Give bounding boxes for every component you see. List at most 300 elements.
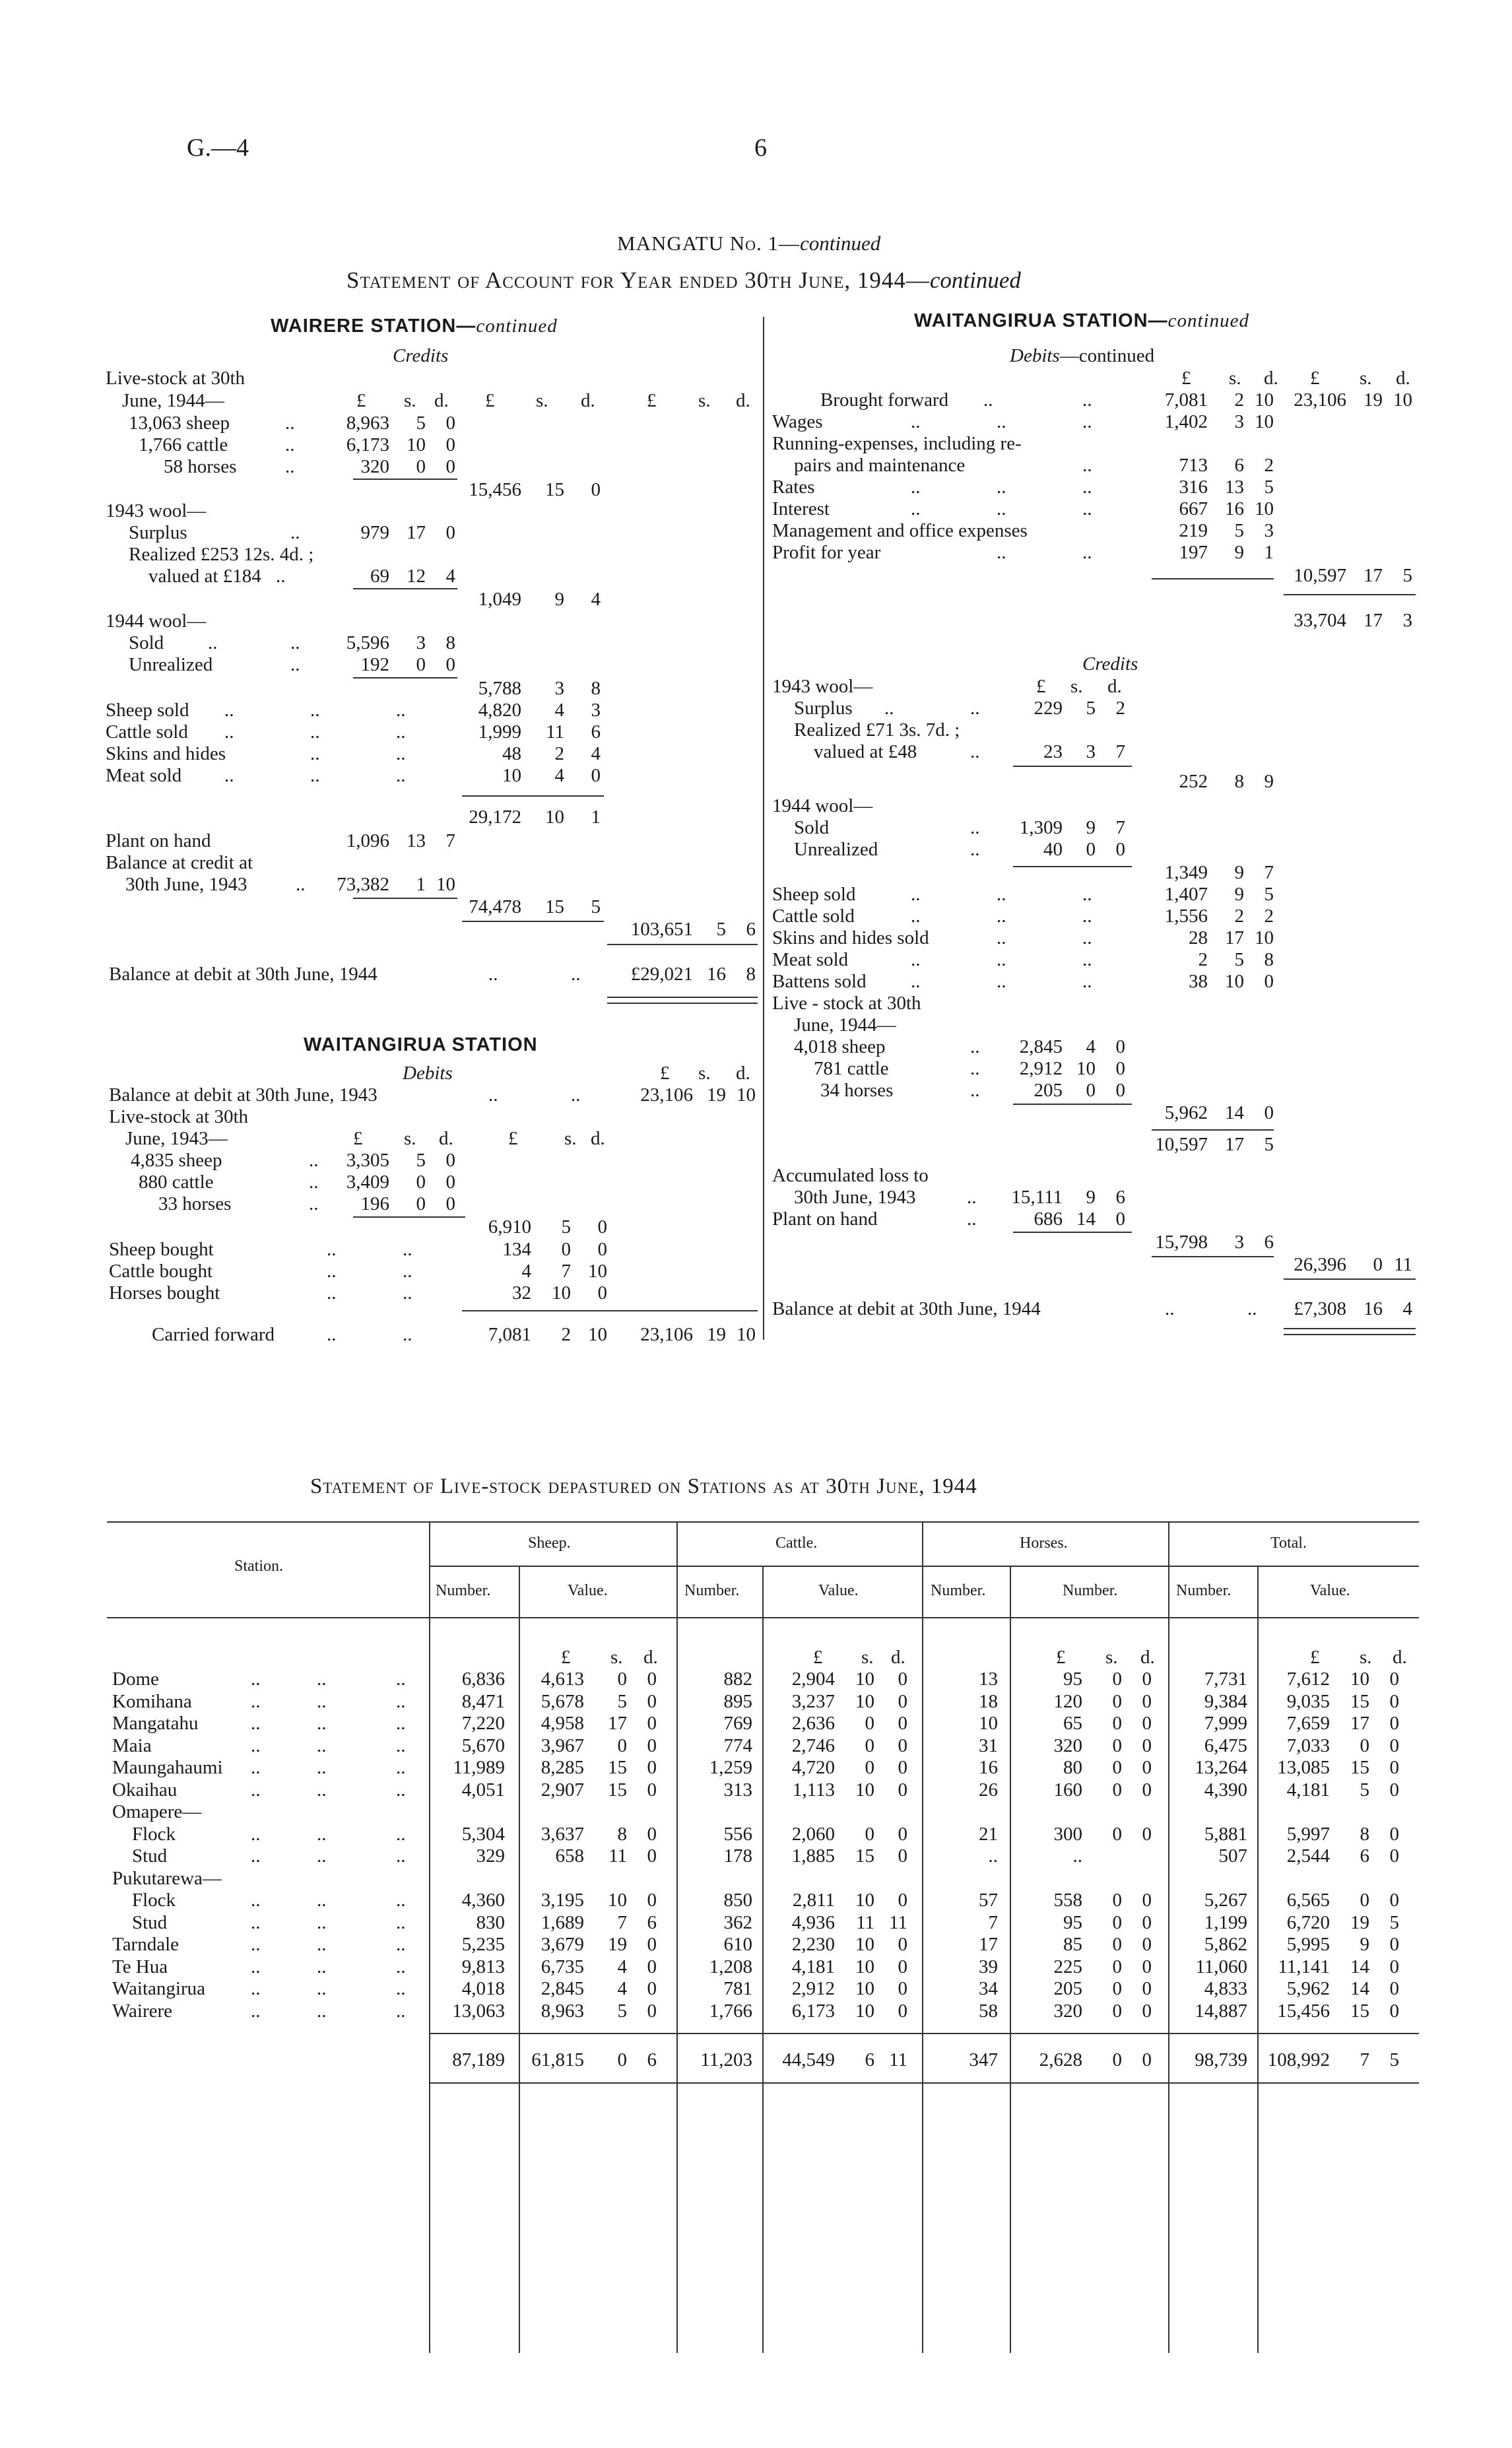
cur-d3: d. [736, 390, 750, 411]
cell-hs: 0 [1112, 1978, 1122, 1999]
th-sheep-value: Value. [568, 1582, 608, 1599]
cell-cs: 0 [865, 1713, 874, 1734]
cell-td: 0 [1389, 1890, 1399, 1911]
cell-cl: 4,181 [791, 1956, 835, 1977]
cell-sd: 0 [647, 1713, 657, 1734]
station-name: Te Hua [112, 1956, 168, 1977]
cell-hn: 10 [979, 1713, 998, 1734]
cell-td: 0 [1389, 1956, 1399, 1977]
station-name: Komihana [112, 1690, 192, 1712]
cell-sd: 0 [647, 1779, 657, 1801]
wd-carried-forward: Carried forward .. .. 7,081 2 10 23,106 19 10 [152, 1324, 756, 1345]
cur-l3: £ [647, 390, 657, 411]
cell-tn: 4,390 [1204, 1779, 1247, 1801]
cell-td: 0 [1389, 1779, 1399, 1801]
livestock-totals: 87,189 61,815 0 6 11,203 44,549 6 11 347 2,628 0 0 98,739 108,992 7 5 [452, 2049, 1399, 2070]
cell-ts: 10 [1350, 1669, 1369, 1690]
w-surplus: Surplus .. 979 17 0 [129, 522, 455, 543]
cell-ss: 0 [617, 1735, 627, 1756]
cell-cs: 10 [855, 1779, 874, 1801]
cell-cn: 1,208 [709, 1956, 752, 1977]
cell-sl: 3,637 [541, 1823, 584, 1845]
cell-cs: 10 [855, 1934, 874, 1955]
cur-s2: s. [536, 390, 548, 411]
wd-ls-a: Live-stock at 30th [109, 1106, 249, 1127]
page-ref: G.—4 [187, 134, 249, 162]
wc-running-a: Running-expenses, including re- [772, 433, 1022, 454]
station-name: Pukutarewa— [112, 1867, 222, 1889]
cell-hn: 26 [979, 1779, 998, 1801]
cell-cl: 4,936 [791, 1911, 835, 1933]
cell-td: 0 [1389, 1845, 1399, 1867]
cell-td: 0 [1389, 1690, 1399, 1712]
livestock-row: Waitangirua .. .. .. 4,018 2,845 4 0 781 2,912 10 0 34 205 0 0 4,833 5,962 14 0 [112, 1978, 1399, 1999]
cell-cl: 1,113 [792, 1779, 835, 1801]
cell-tl: 6,565 [1286, 1890, 1330, 1911]
wc-interest: Interest .. .. .. 667 16 10 [772, 498, 1274, 519]
cell-td: 0 [1389, 1735, 1399, 1756]
livestock-row: Maia .. .. .. 5,670 3,967 0 0 774 2,746 0 0 31 320 0 0 6,475 7,033 0 0 [112, 1735, 1399, 1756]
cell-td: 0 [1389, 1669, 1399, 1690]
wc-ls-a: Live - stock at 30th [772, 993, 921, 1014]
cur-s1: s. [404, 390, 416, 411]
ls-label-a: Live-stock at 30th [106, 368, 246, 389]
w-ls-total: 15,456 15 0 [469, 479, 601, 500]
cell-cs: 10 [855, 1890, 874, 1911]
w-realized: Realized £253 12s. 4d. ; [129, 544, 314, 565]
cell-hl: 95 [1063, 1911, 1082, 1933]
w-horses: 58 horses .. 320 0 0 [164, 456, 455, 477]
cell-cd: 0 [898, 1823, 907, 1845]
w-cattle-sold: Cattle sold .. .. .. 1,999 11 6 [106, 721, 601, 743]
cell-tl: 7,033 [1286, 1735, 1330, 1756]
cell-ss: 0 [617, 1669, 627, 1690]
cell-sl: 8,963 [541, 2000, 584, 2022]
wairere-credits-label: Credits [393, 345, 449, 366]
w-bal-a: Balance at credit at [106, 852, 253, 873]
cell-tn: 5,267 [1204, 1890, 1247, 1911]
wc-horses: 34 horses .. 205 0 0 [820, 1080, 1125, 1101]
w-sheep: 13,063 sheep .. 8,963 5 0 [129, 413, 455, 434]
livestock-row: Komihana .. .. .. 8,471 5,678 5 0 895 3,237 10 0 18 120 0 0 9,384 9,035 15 0 [112, 1690, 1399, 1712]
cell-hs: 0 [1112, 1690, 1122, 1712]
station-name: Maia [112, 1735, 152, 1756]
cell-tl: 7,612 [1286, 1669, 1330, 1690]
cell-sn: 5,670 [461, 1735, 505, 1756]
cell-hs: 0 [1112, 1757, 1122, 1778]
cell-hn: 34 [979, 1978, 998, 1999]
cell-sn: 4,360 [461, 1890, 505, 1911]
cell-cd: 0 [898, 1956, 907, 1977]
wc-ls-b: June, 1944— [794, 1014, 896, 1036]
cell-ss: 19 [608, 1934, 627, 1955]
cell-hl: 85 [1063, 1934, 1082, 1955]
cell-ts: 14 [1350, 1978, 1369, 1999]
cell-sd: 0 [647, 1845, 657, 1867]
cell-cd: 11 [889, 1911, 907, 1933]
wc-rates: Rates .. .. .. 316 13 5 [772, 477, 1274, 498]
cell-sd: 0 [647, 1890, 657, 1911]
wc-cur-row: £ s. d. £ s. d. [1181, 368, 1410, 389]
cell-td: 0 [1389, 1978, 1399, 1999]
th-cattle-number: Number. [684, 1582, 740, 1599]
wc-wool43: 1943 wool— £ s. d. [772, 676, 1122, 697]
cell-ts: 0 [1360, 1890, 1369, 1911]
cell-tl: 4,181 [1286, 1779, 1330, 1801]
wd-sheep-bought: Sheep bought .. .. 134 0 0 [109, 1239, 607, 1260]
cell-ts: 0 [1360, 1735, 1369, 1756]
cell-sd: 0 [647, 1956, 657, 1977]
cell-cd: 0 [898, 1757, 907, 1778]
cell-hl: 95 [1063, 1669, 1082, 1690]
w-valued: valued at £184 .. 69 12 4 [148, 566, 455, 587]
w-debit-bal: Balance at debit at 30th June, 1944 .. .. £29,021 16 8 [109, 964, 756, 985]
cell-hd: 0 [1142, 1757, 1152, 1778]
th-horses-number: Number. [931, 1582, 986, 1599]
wc-sheep: 4,018 sheep .. 2,845 4 0 [794, 1036, 1125, 1057]
wc-grand: 26,396 0 11 [1294, 1254, 1412, 1275]
w-skins: Skins and hides .. .. 48 2 4 [106, 743, 601, 764]
cell-cl: 2,811 [792, 1890, 835, 1911]
cell-ss: 4 [617, 1978, 627, 1999]
th-total: Total. [1270, 1535, 1307, 1552]
wc-sub2: 10,597 17 5 [1155, 1134, 1274, 1155]
th-cattle: Cattle. [775, 1535, 818, 1552]
cell-hd: 0 [1142, 1911, 1152, 1933]
wc-sold: Sold .. 1,309 9 7 [794, 817, 1125, 838]
cell-hl: 558 [1053, 1890, 1082, 1911]
cell-cd: 0 [898, 1713, 907, 1734]
cell-cl: 2,746 [791, 1735, 835, 1756]
cell-sn: 5,235 [461, 1934, 505, 1955]
cell-cd: 0 [898, 1779, 907, 1801]
station-name: Stud [132, 1911, 168, 1933]
cell-ts: 15 [1350, 2000, 1369, 2022]
th-cattle-value: Value. [818, 1582, 859, 1599]
w-wool43-total: 1,049 9 4 [478, 589, 601, 610]
cell-cd: 0 [898, 1845, 907, 1867]
cell-td: 0 [1389, 2000, 1399, 2022]
wc-wages: Wages .. .. .. 1,402 3 10 [772, 411, 1274, 432]
cell-cl: 4,720 [791, 1757, 835, 1778]
station-name: Wairere [112, 2000, 173, 2022]
wd-horses: 33 horses .. 196 0 0 [158, 1193, 455, 1214]
wc-debit-bal: Balance at debit at 30th June, 1944 .. .. £7,308 16 4 [772, 1298, 1412, 1319]
cell-hs: 0 [1112, 1823, 1122, 1845]
cell-hn: 21 [979, 1823, 998, 1845]
cell-hn: 31 [979, 1735, 998, 1756]
wc-heading-cont: continued [1167, 310, 1249, 331]
cell-cs: 0 [865, 1823, 874, 1845]
cell-cn: 882 [723, 1669, 752, 1690]
cell-td: 0 [1389, 1823, 1399, 1845]
cell-sn: 329 [476, 1845, 505, 1867]
cell-cl: 3,237 [791, 1690, 835, 1712]
cell-hs: 0 [1112, 1934, 1122, 1955]
cell-hd: 0 [1142, 1735, 1152, 1756]
cell-hd: 0 [1142, 1978, 1152, 1999]
livestock-row: Wairere .. .. .. 13,063 8,963 5 0 1,766 6,173 10 0 58 320 0 0 14,887 15,456 15 0 [112, 2000, 1399, 2022]
station-name: Stud [132, 1845, 168, 1867]
station-name: Mangatahu [112, 1713, 199, 1734]
w-wool44: 1944 wool— [106, 611, 207, 632]
cell-ss: 5 [617, 2000, 627, 2022]
cell-sn: 7,220 [461, 1713, 505, 1734]
cell-hs: 0 [1112, 1956, 1122, 1977]
cell-cd: 0 [898, 2000, 907, 2022]
cell-hn: 39 [979, 1956, 998, 1977]
cell-cs: 10 [855, 1669, 874, 1690]
livestock-row: Dome .. .. .. 6,836 4,613 0 0 882 2,904 10 0 13 95 0 0 7,731 7,612 10 0 [112, 1669, 1399, 1690]
cell-sl: 3,679 [541, 1934, 584, 1955]
cell-cs: 15 [855, 1845, 874, 1867]
w-grand: 103,651 5 6 [630, 919, 756, 940]
livestock-row: Maungahaumi .. .. .. 11,989 8,285 15 0 1,259 4,720 0 0 16 80 0 0 13,264 13,085 15 0 [112, 1757, 1399, 1778]
cell-sd: 0 [647, 1669, 657, 1690]
cell-tl: 2,544 [1286, 1845, 1330, 1867]
cell-cs: 11 [856, 1911, 874, 1933]
cell-ss: 15 [608, 1779, 627, 1801]
cell-sl: 4,613 [541, 1669, 584, 1690]
cell-cn: 774 [723, 1735, 752, 1756]
cell-cn: 850 [723, 1890, 752, 1911]
wd-horses-bought: Horses bought .. .. 32 10 0 [109, 1282, 607, 1304]
livestock-row: Stud .. .. .. 329 658 11 0 178 1,885 15 0 .. .. 507 2,544 6 0 [132, 1845, 1399, 1867]
wc-plant: Plant on hand .. 686 14 0 [772, 1208, 1125, 1230]
cell-hs: 0 [1112, 1713, 1122, 1734]
cell-tn: 1,199 [1204, 1911, 1247, 1933]
cell-tl: 5,995 [1286, 1934, 1330, 1955]
cell-cn: 769 [723, 1713, 752, 1734]
cell-hn: 18 [979, 1690, 998, 1712]
w-unrealized: Unrealized .. 192 0 0 [129, 654, 455, 675]
cell-cs: 0 [865, 1735, 874, 1756]
w-cattle: 1,766 cattle .. 6,173 10 0 [139, 434, 455, 455]
cell-hd: 0 [1142, 1956, 1152, 1977]
cell-sl: 1,689 [541, 1911, 584, 1933]
cell-cn: 313 [723, 1779, 752, 1801]
livestock-row: Stud .. .. .. 830 1,689 7 6 362 4,936 11 11 7 95 0 0 1,199 6,720 19 5 [132, 1911, 1399, 1933]
wc-ls-total: 5,962 14 0 [1164, 1102, 1274, 1123]
wc-wool44: 1944 wool— [772, 795, 873, 816]
cell-hd: 0 [1142, 1934, 1152, 1955]
livestock-row: Okaihau .. .. .. 4,051 2,907 15 0 313 1,113 10 0 26 160 0 0 4,390 4,181 5 0 [112, 1779, 1399, 1801]
wc-sub: 10,597 17 5 [1294, 565, 1412, 586]
cell-hs: 0 [1112, 2000, 1122, 2022]
wc-surplus: Surplus .. .. 229 5 2 [794, 698, 1125, 719]
w-plant: Plant on hand 1,096 13 7 [106, 830, 455, 851]
cell-cd: 0 [898, 1890, 907, 1911]
wc-valued: valued at £48 .. 23 3 7 [814, 741, 1125, 762]
cell-sn: 9,813 [461, 1956, 505, 1977]
cell-td: 0 [1389, 1934, 1399, 1955]
cell-hd: 0 [1142, 1823, 1152, 1845]
cell-hl: .. [1072, 1845, 1082, 1867]
cell-cs: 10 [855, 1978, 874, 1999]
cell-tl: 11,141 [1278, 1956, 1330, 1977]
cell-cd: 0 [898, 1735, 907, 1756]
wd-cattle: 880 cattle .. 3,409 0 0 [139, 1172, 455, 1193]
cell-ss: 15 [608, 1757, 627, 1778]
cell-sd: 0 [647, 1757, 657, 1778]
wd-cur-s: s. [698, 1063, 711, 1084]
wd-cur-d: d. [736, 1063, 750, 1084]
cell-hl: 225 [1053, 1956, 1082, 1977]
cell-hl: 120 [1053, 1690, 1082, 1712]
cell-tn: 5,862 [1204, 1934, 1247, 1955]
cell-cl: 1,885 [791, 1845, 835, 1867]
cell-ts: 5 [1360, 1779, 1369, 1801]
wc-bf: Brought forward .. .. 7,081 2 10 23,106 19 10 [820, 389, 1412, 411]
cell-sd: 0 [647, 2000, 657, 2022]
cell-cd: 0 [898, 1669, 907, 1690]
cell-tn: 11,060 [1195, 1956, 1247, 1977]
wc-wool43-total: 252 8 9 [1179, 771, 1274, 792]
livestock-row [0, 1801, 1512, 1823]
wc-total: 33,704 17 3 [1294, 610, 1412, 631]
livestock-row: Mangatahu .. .. .. 7,220 4,958 17 0 769 2,636 0 0 10 65 0 0 7,999 7,659 17 0 [112, 1713, 1399, 1734]
livestock-row: Tarndale .. .. .. 5,235 3,679 19 0 610 2,230 10 0 17 85 0 0 5,862 5,995 9 0 [112, 1934, 1399, 1955]
cur-l1: £ [356, 390, 366, 411]
cell-cs: 10 [855, 2000, 874, 2022]
cur-d2: d. [581, 390, 595, 411]
wc-credits-label: Credits [1082, 653, 1138, 675]
cell-cl: 2,636 [791, 1713, 835, 1734]
cell-hl: 320 [1053, 2000, 1082, 2022]
cell-cl: 2,230 [791, 1934, 835, 1955]
livestock-row: Te Hua .. .. .. 9,813 6,735 4 0 1,208 4,181 10 0 39 225 0 0 11,060 11,141 14 0 [112, 1956, 1399, 1977]
cell-ss: 17 [608, 1713, 627, 1734]
cell-tn: 13,264 [1195, 1757, 1247, 1778]
wc-debits-cont: —continued [1059, 345, 1155, 366]
cell-ss: 11 [608, 1845, 627, 1867]
wc-mgmt: Management and office expenses 219 5 3 [772, 520, 1274, 541]
wc-sub3: 15,798 3 6 [1155, 1232, 1274, 1253]
wd-cattle-bought: Cattle bought .. .. 4 7 10 [109, 1261, 607, 1282]
cell-sl: 3,195 [541, 1890, 584, 1911]
cell-cn: 610 [723, 1934, 752, 1955]
livestock-row [0, 1868, 1512, 1890]
wc-acc-b: 30th June, 1943 .. 15,111 9 6 [794, 1187, 1125, 1208]
station-name: Dome [112, 1669, 159, 1690]
cell-sl: 6,735 [541, 1956, 584, 1977]
cell-sl: 8,285 [541, 1757, 584, 1778]
cell-hn: 57 [979, 1890, 998, 1911]
cell-sd: 0 [647, 1690, 657, 1712]
cell-ts: 8 [1360, 1823, 1369, 1845]
cell-sl: 2,845 [541, 1978, 584, 1999]
cell-hs: 0 [1112, 1669, 1122, 1690]
wc-skins: Skins and hides sold .. .. 28 17 10 [772, 927, 1274, 948]
w-wool44-total: 5,788 3 8 [478, 678, 601, 699]
main-title-cont: continued [800, 232, 881, 255]
statement-title-text: Statement of Account for Year ended 30th June, 1944— [346, 267, 930, 293]
cur-s3: s. [698, 390, 711, 411]
cell-ts: 19 [1350, 1911, 1369, 1933]
th-sheep: Sheep. [528, 1535, 571, 1552]
wc-sheep-sold: Sheep sold .. .. .. 1,407 9 5 [772, 884, 1274, 905]
cur-d1: d. [434, 390, 449, 411]
cell-cl: 6,173 [791, 2000, 835, 2022]
cell-tn: 507 [1218, 1845, 1247, 1867]
cell-cn: 362 [723, 1911, 752, 1933]
wd-cur-l: £ [660, 1063, 670, 1084]
station-name: Tarndale [112, 1934, 180, 1955]
cell-tn: 14,887 [1195, 2000, 1247, 2022]
cell-hl: 80 [1063, 1757, 1082, 1778]
wd-debits-label: Debits [403, 1063, 453, 1084]
station-name: Maungahaumi [112, 1757, 223, 1778]
cell-cn: 178 [723, 1845, 752, 1867]
cell-hd: 0 [1142, 1779, 1152, 1801]
cell-tl: 5,962 [1286, 1978, 1330, 1999]
cell-hd: 0 [1142, 2000, 1152, 2022]
cell-ts: 15 [1350, 1757, 1369, 1778]
cell-hs: 0 [1112, 1779, 1122, 1801]
cell-cd: 0 [898, 1690, 907, 1712]
wairere-heading-text: WAIRERE STATION— [271, 315, 477, 337]
cell-cn: 1,766 [709, 2000, 752, 2022]
w-sheep-sold: Sheep sold .. .. .. 4,820 4 3 [106, 700, 601, 721]
cell-tl: 5,997 [1286, 1823, 1330, 1845]
cell-ts: 9 [1360, 1934, 1369, 1955]
wc-debits-text: Debits [1010, 345, 1060, 366]
cell-sd: 0 [647, 1934, 657, 1955]
cell-ts: 6 [1360, 1845, 1369, 1867]
currency-row: £ s. d. £ s. d. £ s. d. £ s. d. [561, 1647, 1407, 1668]
cell-cn: 556 [723, 1823, 752, 1845]
wd-ls-b: June, 1943— £ s. d. £ s. d. [125, 1128, 605, 1149]
cell-tn: 6,475 [1204, 1735, 1247, 1756]
cell-tl: 15,456 [1277, 2000, 1330, 2022]
wd-ls-total: 6,910 5 0 [488, 1216, 607, 1238]
cell-ss: 5 [617, 1690, 627, 1712]
cell-sd: 0 [647, 1978, 657, 1999]
th-horses-value: Number. [1063, 1582, 1118, 1599]
cell-sn: 4,018 [461, 1978, 505, 1999]
cell-ss: 10 [608, 1890, 627, 1911]
cell-sn: 13,063 [452, 2000, 505, 2022]
cell-sd: 0 [647, 1823, 657, 1845]
cell-hl: 205 [1053, 1978, 1082, 1999]
wc-acc-a: Accumulated loss to [772, 1165, 929, 1186]
wd-heading: WAITANGIRUA STATION [304, 1034, 538, 1055]
th-station: Station. [234, 1558, 284, 1575]
cell-sl: 4,958 [541, 1713, 584, 1734]
w-total74: 74,478 15 5 [469, 896, 601, 917]
cell-ts: 17 [1350, 1713, 1369, 1734]
cell-ss: 7 [617, 1911, 627, 1933]
cell-tn: 9,384 [1204, 1690, 1247, 1712]
cell-tl: 13,085 [1277, 1757, 1330, 1778]
livestock-title: Statement of Live-stock depastured on Stations as at 30th June, 1944 [310, 1474, 977, 1498]
cell-hn: 58 [979, 2000, 998, 2022]
cell-hs: 0 [1112, 1735, 1122, 1756]
statement-title-cont: continued [929, 267, 1021, 293]
station-name: Flock [132, 1823, 176, 1845]
cell-hn: .. [988, 1845, 998, 1867]
cell-tl: 9,035 [1286, 1690, 1330, 1712]
cell-ts: 14 [1350, 1956, 1369, 1977]
cell-sl: 3,967 [541, 1735, 584, 1756]
wc-running-b: pairs and maintenance .. 713 6 2 [794, 455, 1274, 476]
cell-cs: 10 [855, 1690, 874, 1712]
cell-tn: 5,881 [1204, 1823, 1247, 1845]
wc-battens: Battens sold .. .. .. 38 10 0 [772, 971, 1274, 992]
cell-cn: 781 [723, 1978, 752, 1999]
cell-hl: 300 [1053, 1823, 1082, 1845]
station-name: Okaihau [112, 1779, 178, 1801]
